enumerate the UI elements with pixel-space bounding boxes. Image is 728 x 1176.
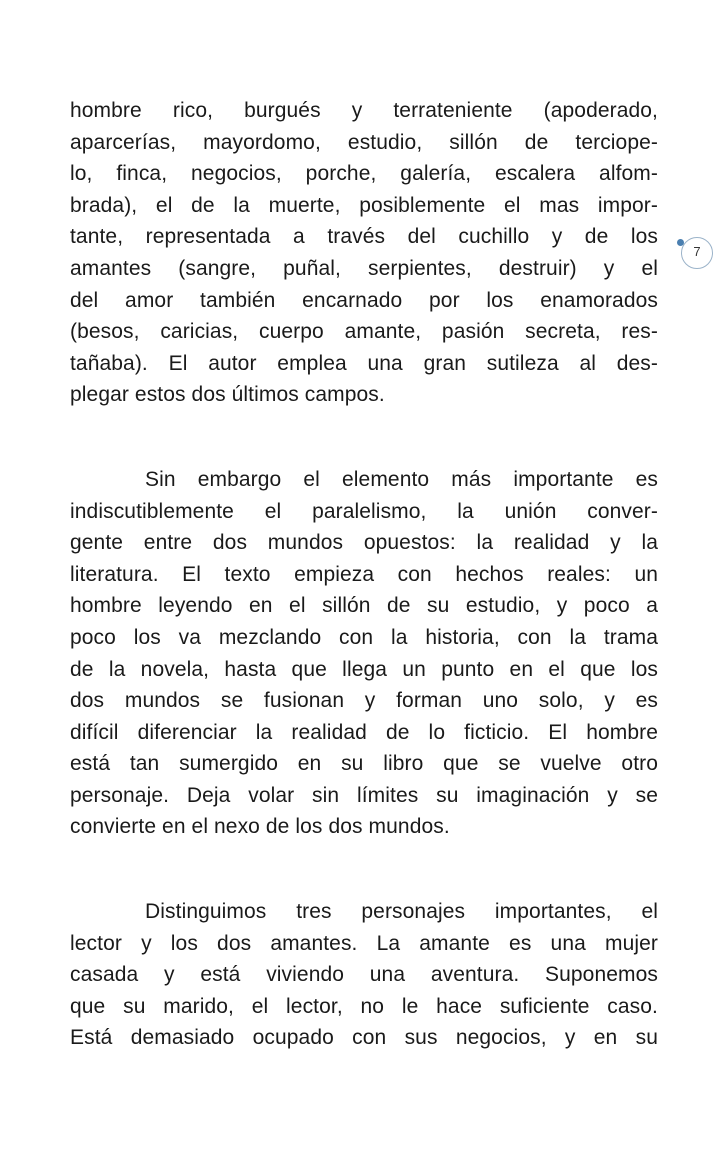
- text-line: dos mundos se fusionan y forman uno solo, y es: [70, 689, 658, 713]
- text-line: de la novela, hasta que llega un punto en el que los: [70, 657, 658, 681]
- page-number: 7: [693, 244, 701, 259]
- paragraph-1: [70, 95, 658, 411]
- document-body: [70, 95, 658, 1054]
- text-line: tañaba). El autor emplea una gran sutileza al des-: [70, 351, 658, 375]
- text-line: Sin embargo el elemento más importante es: [145, 467, 658, 491]
- text-line: amantes (sangre, puñal, serpientes, destruir) y el: [70, 256, 658, 280]
- text-line: gente entre dos mundos opuestos: la realidad y la: [70, 531, 658, 555]
- text-line: Distinguimos tres personajes importantes, el: [145, 900, 658, 924]
- text-line: convierte en el nexo de los dos mundos.: [70, 815, 450, 839]
- text-line: personaje. Deja volar sin límites su imaginación y se: [70, 783, 658, 807]
- text-line: Está demasiado ocupado con sus negocios, y en su: [70, 1026, 658, 1050]
- text-line: del amor también encarnado por los enamorados: [70, 288, 658, 312]
- text-line: literatura. El texto empieza con hechos reales: un: [70, 562, 658, 586]
- text-line: lector y los dos amantes. La amante es una mujer: [70, 931, 658, 955]
- text-line: brada), el de la muerte, posiblemente el mas impor-: [70, 193, 658, 217]
- paragraph-2: [70, 464, 658, 843]
- page-number-badge: [677, 237, 715, 271]
- text-line: poco los va mezclando con la historia, con la trama: [70, 625, 658, 649]
- text-line: que su marido, el lector, no le hace suficiente caso.: [70, 994, 658, 1018]
- text-line: indiscutiblemente el paralelismo, la unión conver-: [70, 499, 658, 523]
- text-line: (besos, caricias, cuerpo amante, pasión secreta, res-: [70, 320, 658, 344]
- text-line: aparcerías, mayordomo, estudio, sillón de terciope-: [70, 130, 658, 154]
- text-line: plegar estos dos últimos campos.: [70, 383, 385, 407]
- text-line: está tan sumergido en su libro que se vuelve otro: [70, 752, 658, 776]
- text-line: hombre leyendo en el sillón de su estudio, y poco a: [70, 594, 658, 618]
- text-line: lo, finca, negocios, porche, galería, escalera alfom-: [70, 162, 658, 186]
- text-line: casada y está viviendo una aventura. Suponemos: [70, 963, 658, 987]
- paragraph-gap: [70, 411, 658, 464]
- paragraph-gap: [70, 843, 658, 896]
- text-line: tante, representada a través del cuchillo y de los: [70, 225, 658, 249]
- text-line: difícil diferenciar la realidad de lo ficticio. El hombre: [70, 720, 658, 744]
- text-line: hombre rico, burgués y terrateniente (apoderado,: [70, 99, 658, 122]
- paragraph-3: [70, 896, 658, 1054]
